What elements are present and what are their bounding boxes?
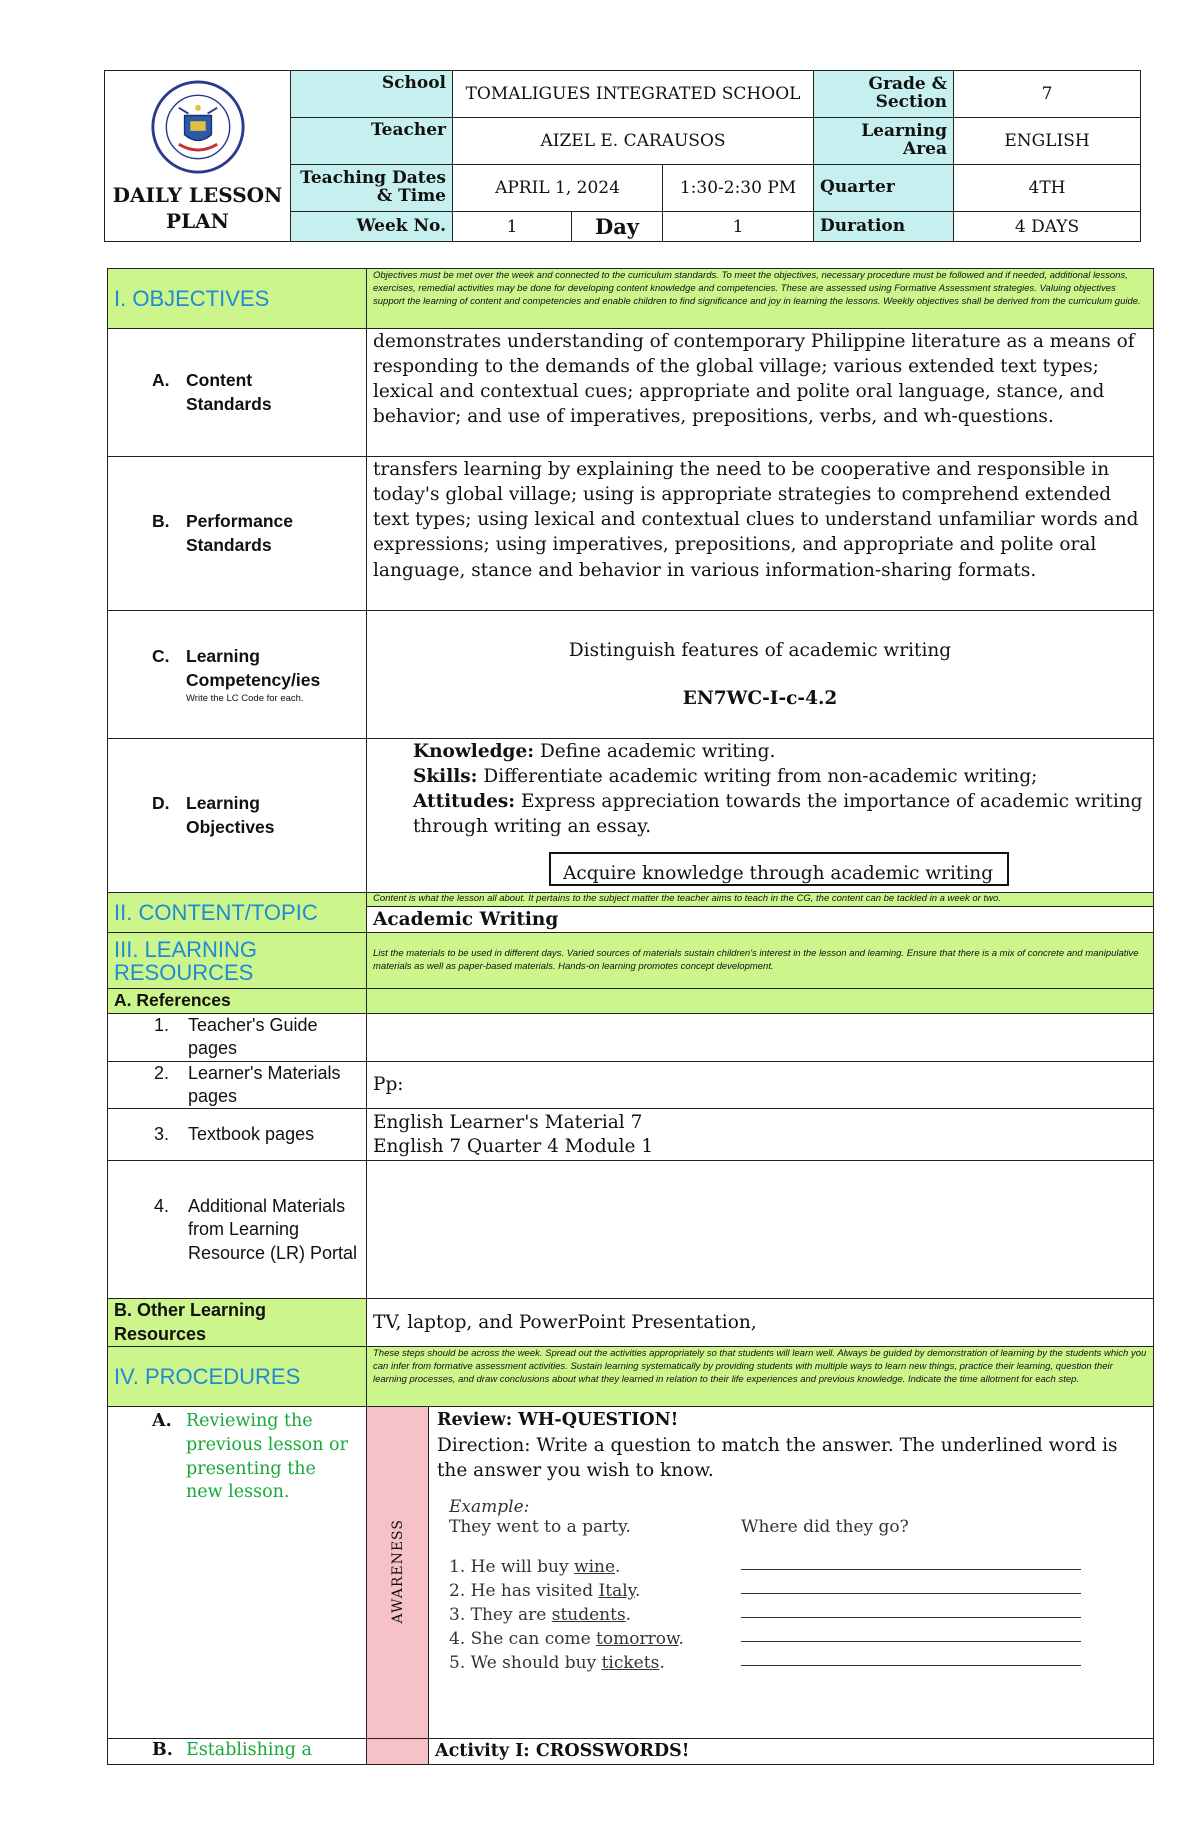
school-label: School (291, 71, 453, 118)
area-label: Learning Area (814, 118, 954, 165)
competency-label-cell (108, 611, 367, 739)
procedure-b-phase-cell (367, 1739, 429, 1765)
lesson-table (107, 268, 1154, 1765)
review-direction: Direction: Write a question to match the answer. The underlined word is the answer you wish to know. (437, 1435, 1118, 1482)
review-cell (429, 1407, 1154, 1739)
content-note: Content is what the lesson all about. It pertains to the subject matter the teacher aims to teach in the CG, the content can be tackled in a week or two. (367, 893, 1154, 907)
logo-cell (105, 71, 291, 242)
item-4-blank[interactable] (741, 1627, 1081, 1642)
learning-objectives-label: Learning Objectives (186, 792, 275, 837)
header-table (104, 70, 1141, 242)
other-resources-value: TV, laptop, and PowerPoint Presentation, (367, 1299, 1154, 1347)
item-5-blank[interactable] (741, 1651, 1081, 1666)
ref-3-value-cell (367, 1109, 1154, 1161)
item-4-text: 4. She can come (449, 1629, 597, 1650)
example-label: Example: (449, 1497, 530, 1518)
review-title: Review: WH-QUESTION! (437, 1410, 679, 1431)
ref-4-value (367, 1161, 1154, 1299)
doc-title-line2: PLAN (166, 209, 229, 233)
awareness-cell (367, 1407, 429, 1739)
grade-label: Grade & Section (814, 71, 954, 118)
item-2-answer: Italy (598, 1581, 635, 1602)
deped-seal-icon (150, 79, 246, 175)
ref-1-cell (108, 1013, 367, 1061)
ref-2-cell (108, 1061, 367, 1109)
procedure-b-letter: B. (152, 1740, 173, 1761)
item-3-text: 3. They are (449, 1605, 552, 1626)
procedure-b-label: Establishing a (186, 1740, 312, 1761)
item-5-end: . (659, 1653, 665, 1674)
ref-2-label: Learner's Materials pages (188, 1062, 341, 1106)
item-1-text: 1. He will buy (449, 1557, 575, 1578)
item-3 (449, 1603, 1145, 1627)
time-value: 1:30-2:30 PM (663, 165, 814, 212)
competency-letter: C. (152, 646, 170, 667)
ref-4-cell (108, 1161, 367, 1299)
example-question: They went to a party. (449, 1517, 631, 1538)
objective-knowledge (413, 739, 1147, 764)
performance-standards-label: Performance Standards (186, 510, 293, 555)
item-list (449, 1555, 1145, 1675)
item-3-answer: students (551, 1605, 626, 1626)
competency-label: Learning Competency/ies (186, 646, 321, 690)
ref-1-num: 1. (154, 1014, 170, 1035)
ref-4-num: 4. (154, 1195, 170, 1216)
attitudes-text: Express appreciation towards the importance of academic writing through writing an essay. (413, 791, 1143, 838)
procedures-title: IV. PROCEDURES (108, 1347, 367, 1407)
knowledge-text: Define academic writing. (534, 741, 776, 762)
ref-3-label: Textbook pages (188, 1124, 315, 1145)
duration-value: 4 DAYS (954, 212, 1141, 242)
procedure-a-label-cell (108, 1407, 367, 1739)
item-4-end: . (678, 1629, 684, 1650)
resources-note: List the materials to be used in different days. Varied sources of materials sustain children's interest in the lesson and learning. Ensure that there is a mix of concrete and manipulative materials as well as paper-based materials. Hands-on learning promotes concept development. (367, 933, 1154, 989)
competency-cell (367, 611, 1154, 739)
skills-text: Differentiate academic writing from non-academic writing; (477, 766, 1038, 788)
week-value: 1 (453, 212, 572, 242)
ref-3-value-1: English Learner's Material 7 (373, 1111, 643, 1133)
day-label: Day (572, 212, 663, 242)
quarter-label: Quarter (814, 165, 954, 212)
teacher-label: Teacher (291, 118, 453, 165)
example-block (437, 1497, 1145, 1675)
attitudes-label: Attitudes: (413, 791, 516, 813)
activity-title: Activity I: CROSSWORDS! (429, 1739, 1154, 1765)
objectives-title: I. OBJECTIVES (108, 269, 367, 329)
item-2-text: 2. He has visited (449, 1581, 599, 1602)
content-standards-text: demonstrates understanding of contemporary Philippine literature as a means of responding to the demands of the global village; various extended text types; lexical and contextual cues; appropriate and polite oral language, stance, and behavior; and use of imperatives, prepositions, verbs, and wh-questions. (367, 329, 1154, 457)
objective-attitudes (413, 789, 1147, 839)
grade-value: 7 (954, 71, 1141, 118)
item-1 (449, 1555, 1145, 1579)
resources-title: III. LEARNING RESOURCES (108, 933, 367, 989)
item-5-answer: tickets (601, 1653, 660, 1674)
learning-objectives-cell (367, 739, 1154, 893)
performance-standards-letter: B. (152, 510, 170, 531)
learning-objectives-label-cell (108, 739, 367, 893)
date-value: APRIL 1, 2024 (453, 165, 663, 212)
day-value: 1 (663, 212, 814, 242)
objective-skills (413, 764, 1147, 789)
ref-2-num: 2. (154, 1062, 170, 1083)
procedure-a-label: Reviewing the previous lesson or presenting the new lesson. (186, 1411, 348, 1503)
ref-3-num: 3. (154, 1124, 170, 1145)
procedures-note: These steps should be across the week. Spread out the activities appropriately so that students will learn well. Always be guided by demonstration of learning by the students which you can infer from formative assessment activities. Sustain learning systematically by providing students with multiple ways to learn new things, practice their learning, question their learning processes, and draw conclusions about what they learned in relation to their life experiences and previous knowledge. Indicate the time allotment for each step. (367, 1347, 1154, 1407)
ref-2-value: Pp: (367, 1061, 1154, 1109)
item-2-end: . (634, 1581, 641, 1602)
objective-box: Acquire knowledge through academic writing (549, 852, 1009, 886)
competency-note: Write the LC Code for each. (186, 692, 304, 704)
content-standards-label: Content Standards (186, 369, 272, 414)
objectives-note: Objectives must be met over the week and connected to the curriculum standards. To meet the objectives, necessary procedure must be followed and if needed, additional lessons, exercises, remedial activities may be done for developing content knowledge and competencies. These are assessed using Formative Assessment strategies. Valuing objectives support the learning of content and competencies and enable children to find significance and joy in learning the lessons. Weekly objectives shall be derived from the curriculum guide. (367, 269, 1154, 329)
doc-title-line1: DAILY LESSON (112, 183, 283, 207)
item-5-text: 5. We should buy (449, 1653, 602, 1674)
teacher-value: AIZEL E. CARAUSOS (453, 118, 814, 165)
performance-standards-text: transfers learning by explaining the need to be cooperative and responsible in today's global village; using is appropriate strategies to comprehend extended text types; using lexical and contextual clues to understand unfamiliar words and expressions; using imperatives, prepositions, and appropriate and polite oral language, stance and behavior in various information-sharing formats. (367, 457, 1154, 611)
item-1-end: . (615, 1557, 621, 1578)
performance-standards-label-cell (108, 457, 367, 611)
week-label: Week No. (291, 212, 453, 242)
item-3-end: . (625, 1605, 632, 1626)
duration-label: Duration (814, 212, 954, 242)
competency-code: EN7WC-I-c-4.2 (682, 687, 838, 709)
other-resources-title: B. Other Learning Resources (108, 1299, 367, 1347)
ref-1-label: Teacher's Guide pages (188, 1014, 318, 1059)
item-2 (449, 1579, 1145, 1603)
competency-text: Distinguish features of academic writing (568, 640, 952, 662)
item-2-blank[interactable] (741, 1579, 1081, 1594)
content-title: II. CONTENT/TOPIC (108, 893, 367, 933)
ref-3-cell (108, 1109, 367, 1161)
content-standards-letter: A. (152, 369, 170, 390)
dates-label: Teaching Dates & Time (291, 165, 453, 212)
item-1-answer: wine (574, 1557, 616, 1578)
example-answer: Where did they go? (741, 1517, 909, 1538)
ref-1-value (367, 1013, 1154, 1061)
content-standards-label-cell (108, 329, 367, 457)
knowledge-label: Knowledge: (413, 741, 535, 762)
school-value: TOMALIGUES INTEGRATED SCHOOL (453, 71, 814, 118)
item-3-blank[interactable] (741, 1603, 1081, 1618)
references-title: A. References (108, 989, 367, 1014)
ref-3-value-2: English 7 Quarter 4 Module 1 (373, 1135, 654, 1157)
awareness-label: AWARENESS (389, 1518, 406, 1624)
skills-label: Skills: (413, 766, 478, 788)
item-4-answer: tomorrow (596, 1629, 679, 1650)
ref-4-label: Additional Materials from Learning Resource (LR) Portal (188, 1195, 358, 1263)
learning-objectives-letter: D. (152, 792, 170, 813)
item-5 (449, 1651, 1145, 1675)
item-4 (449, 1627, 1145, 1651)
references-empty (367, 989, 1154, 1014)
quarter-value: 4TH (954, 165, 1141, 212)
content-topic: Academic Writing (367, 907, 1154, 933)
area-value: ENGLISH (954, 118, 1141, 165)
procedure-b-label-cell (108, 1739, 367, 1765)
procedure-a-letter: A. (152, 1411, 172, 1432)
item-1-blank[interactable] (741, 1555, 1081, 1570)
